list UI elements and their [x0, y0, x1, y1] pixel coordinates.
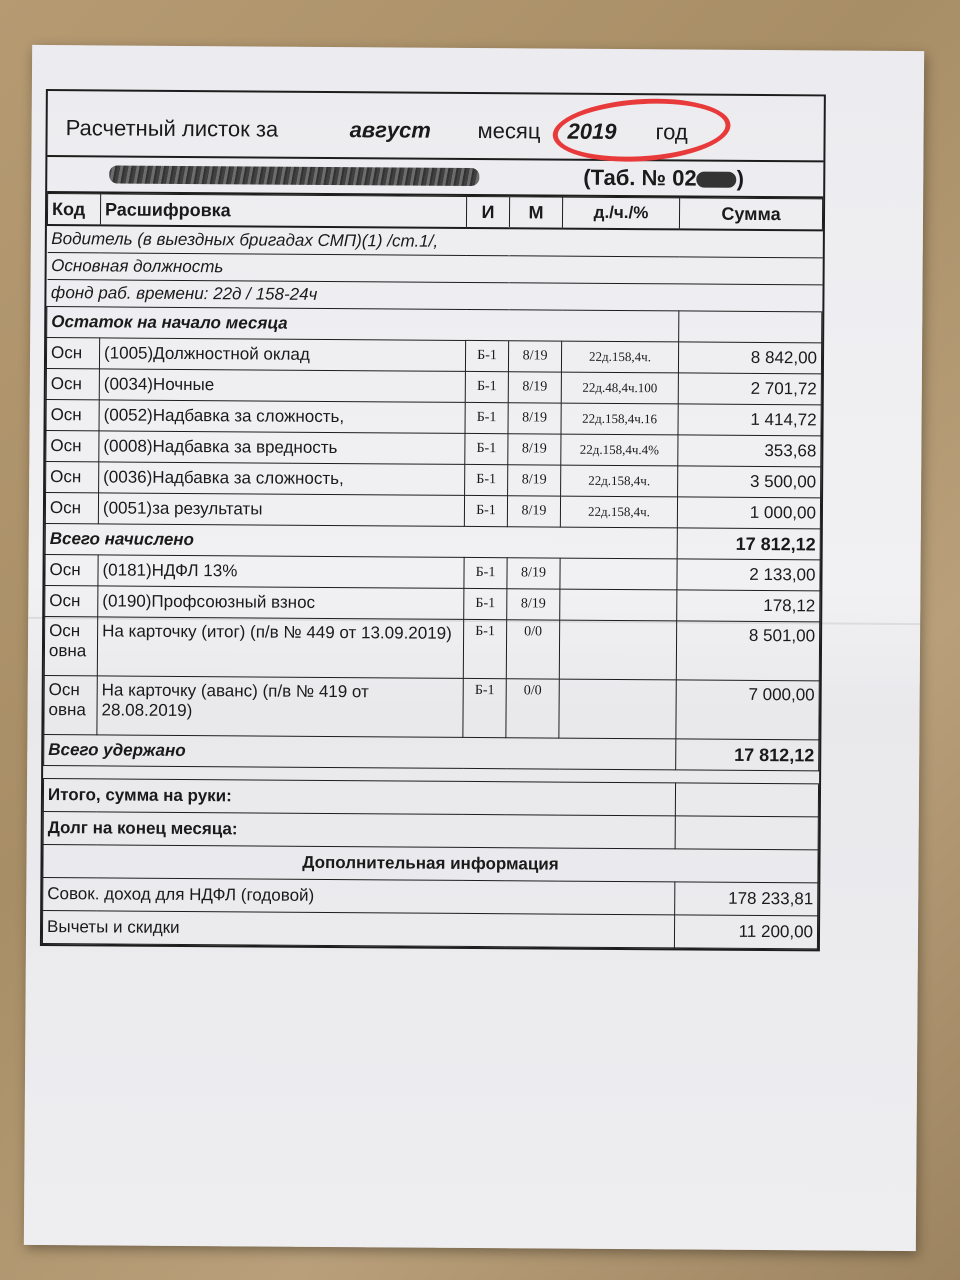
- row-days: [560, 558, 677, 590]
- row-code: Осн овна: [44, 676, 97, 735]
- row-code: Осн овна: [44, 617, 97, 676]
- row-description: (0181)НДФЛ 13%: [98, 555, 464, 589]
- row-code: Осн: [45, 555, 98, 586]
- opening-balance-sum: [679, 311, 822, 343]
- payslip-header: [47, 91, 823, 162]
- row-i: Б-1: [463, 678, 506, 737]
- row-days: [559, 620, 676, 680]
- row-m: 8/19: [507, 558, 560, 589]
- col-desc: Расшифровка: [100, 194, 466, 228]
- extra-row-sum: 11 200,00: [674, 915, 817, 949]
- row-sum: 3 500,00: [678, 466, 821, 498]
- row-i: Б-1: [465, 402, 508, 433]
- row-days: [560, 589, 677, 621]
- extra-info-title: Дополнительная информация: [43, 844, 818, 882]
- row-days: 22д.48,4ч.100: [561, 372, 678, 404]
- row-m: 8/19: [508, 372, 561, 403]
- row-code: Осн: [45, 493, 98, 524]
- row-code: Осн: [46, 369, 99, 400]
- row-i: Б-1: [463, 619, 506, 678]
- row-sum: 353,68: [678, 435, 821, 467]
- row-sum: 8 501,00: [676, 621, 819, 681]
- net-pay-label: Итого, сумма на руки:: [43, 778, 675, 815]
- row-sum: 1 000,00: [677, 497, 820, 529]
- row-i: Б-1: [465, 340, 508, 371]
- employee-name-row: [47, 157, 823, 198]
- row-m: 8/19: [508, 434, 561, 465]
- deductions-body: [44, 555, 820, 740]
- row-m: 8/19: [508, 403, 561, 434]
- position-line-3: фонд раб. времени: 22д / 158-24ч: [47, 280, 822, 312]
- col-m: М: [509, 197, 562, 229]
- closing-debt-sum: [675, 816, 818, 850]
- row-i: Б-1: [464, 588, 507, 619]
- row-description: На карточку (итог) (п/в № 449 от 13.09.2019): [97, 617, 463, 679]
- accruals-body: [45, 338, 821, 529]
- closing-debt-row: [43, 811, 818, 849]
- row-description: (0034)Ночные: [99, 369, 465, 403]
- row-days: 22д.158,4ч.: [561, 465, 678, 497]
- row-i: Б-1: [465, 371, 508, 402]
- payslip-table-frame: [40, 89, 826, 951]
- position-line-1: Водитель (в выездных бригадах СМП)(1) /ст.1/,: [47, 225, 822, 258]
- redacted-tab-digits: [697, 172, 737, 188]
- row-m: 8/19: [508, 341, 561, 372]
- extra-row-sum: 178 233,81: [675, 882, 818, 916]
- payslip-sheet: [40, 89, 826, 951]
- payslip-paper: [24, 45, 924, 1251]
- row-days: 22д.158,4ч.: [560, 496, 677, 528]
- col-i: И: [466, 196, 509, 228]
- row-code: Осн: [46, 400, 99, 431]
- row-m: 8/19: [508, 465, 561, 496]
- row-description: (0008)Надбавка за вредность: [99, 431, 465, 465]
- row-description: (1005)Должностной оклад: [99, 338, 465, 372]
- row-days: 22д.158,4ч.: [561, 341, 678, 373]
- row-days: 22д.158,4ч.16: [561, 403, 678, 435]
- col-sum: Сумма: [679, 198, 822, 230]
- row-code: Осн: [45, 586, 98, 617]
- extra-row-label: Совок. доход для НДФЛ (годовой): [43, 877, 675, 914]
- extra-row-label: Вычеты и скидки: [42, 910, 674, 947]
- red-circle-annotation: [551, 94, 733, 167]
- row-m: 8/19: [507, 589, 560, 620]
- row-m: 0/0: [506, 679, 559, 738]
- withheld-total-label: Всего удержано: [44, 734, 676, 769]
- row-code: Осн: [46, 431, 99, 462]
- row-sum: 7 000,00: [676, 680, 819, 740]
- row-description: (0051)за результаты: [98, 493, 464, 527]
- row-i: Б-1: [464, 557, 507, 588]
- row-m: 0/0: [506, 620, 559, 679]
- extra-row: [42, 910, 817, 948]
- header-month-word: месяц: [477, 118, 541, 144]
- header-year-word: год: [655, 119, 688, 145]
- row-description: (0190)Профсоюзный взнос: [98, 586, 464, 620]
- row-code: Осн: [46, 462, 99, 493]
- row-description: (0036)Надбавка за сложность,: [99, 462, 465, 496]
- row-description: На карточку (аванс) (п/в № 419 от 28.08.2019): [97, 676, 463, 738]
- row-i: Б-1: [465, 464, 508, 495]
- row-i: Б-1: [464, 495, 507, 526]
- row-sum: 1 414,72: [678, 404, 821, 436]
- row-code: Осн: [46, 338, 99, 369]
- closing-debt-label: Долг на конец месяца:: [43, 811, 675, 848]
- row-m: 8/19: [507, 496, 560, 527]
- position-line-2: Основная должность: [47, 253, 822, 285]
- tab-number-label: (Таб. № 02: [583, 164, 697, 191]
- header-month: август: [349, 117, 431, 143]
- opening-balance-label: Остаток на начало месяца: [47, 307, 679, 342]
- withheld-total-sum: 17 812,12: [676, 739, 819, 771]
- redacted-name: [109, 165, 479, 186]
- row-days: 22д.158,4ч.4%: [561, 434, 678, 466]
- row-sum: 2 701,72: [678, 373, 821, 405]
- header-label: Расчетный листок за: [65, 115, 279, 142]
- col-code: Код: [47, 194, 100, 226]
- extra-row: [43, 877, 818, 915]
- row-sum: 2 133,00: [677, 559, 820, 591]
- row-sum: 8 842,00: [678, 342, 821, 374]
- payslip-table: [42, 193, 823, 949]
- row-description: (0052)Надбавка за сложность,: [99, 400, 465, 434]
- deductions-row: [44, 617, 819, 681]
- row-sum: 178,12: [677, 590, 820, 622]
- net-pay-sum: [675, 783, 818, 817]
- extra-info-title-row: [43, 844, 818, 882]
- accrued-total-sum: 17 812,12: [677, 528, 820, 560]
- row-days: [559, 679, 676, 739]
- tab-number: (Таб. № 02 ): [583, 164, 745, 191]
- row-i: Б-1: [465, 433, 508, 464]
- header-year: 2019: [567, 118, 617, 144]
- accrued-total-label: Всего начислено: [45, 524, 677, 559]
- net-pay-row: [43, 778, 818, 816]
- col-days: д./ч./%: [562, 197, 679, 229]
- deductions-row: [44, 676, 819, 740]
